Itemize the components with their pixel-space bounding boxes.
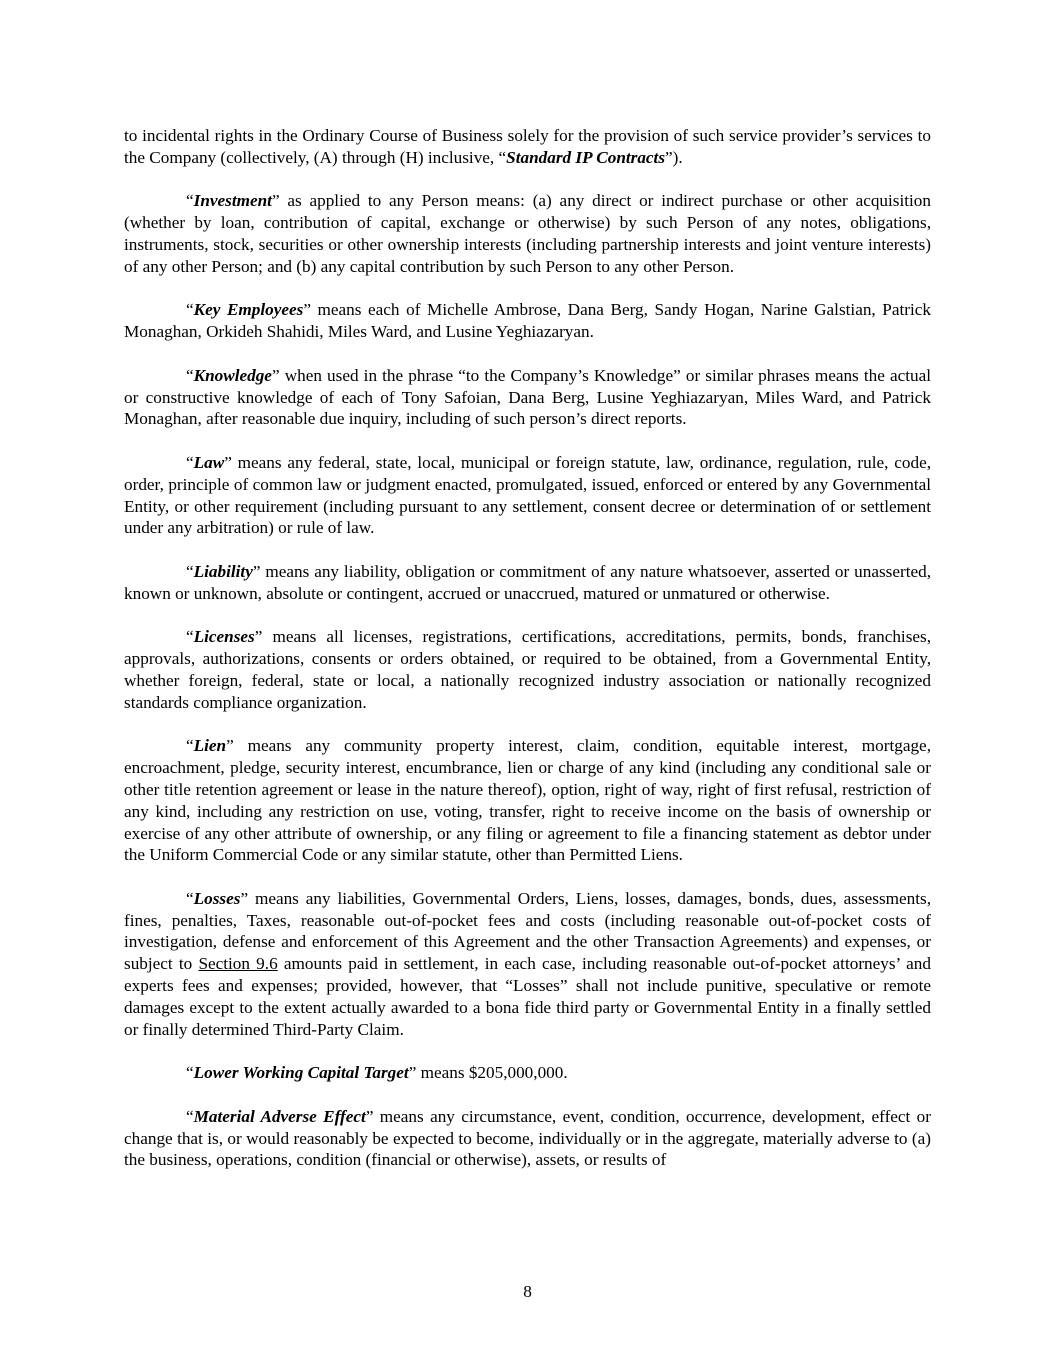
definition-material-adverse-effect bbox=[124, 1106, 931, 1171]
definition-text: ” as applied to any Person means: (a) any direct or indirect purchase or other acquisition (whether by loan, contribution of capital, exchange or otherwise) by such Person of any notes, obligations, instruments, stock, securities or other ownership interests (including partnership interests and joint venture interests) of any other Person; and (b) any capital contribution by such Person to any other Person. bbox=[124, 191, 931, 276]
definition-text: ” means any federal, state, local, municipal or foreign statute, law, ordinance, regulation, rule, code, order, principle of common law or judgment enacted, promulgated, issued, enforced or entered by any Governmental Entity, or other requirement (including pursuant to any settlement, consent decree or determination of or settlement under any arbitration) or rule of law. bbox=[124, 452, 931, 538]
definition-losses bbox=[124, 888, 931, 1041]
definition-text: ” means all licenses, registrations, certifications, accreditations, permits, bonds, franchises, approvals, authorizations, consents or orders obtained, or required to be obtained, from a Governmental Entity, whether foreign, federal, state or local, a nationally recognized industry association or nationally recognized standards compliance organization. bbox=[124, 627, 931, 712]
defined-term-standard-ip-contracts: Standard IP Contracts bbox=[506, 147, 666, 167]
paragraph-text: ”). bbox=[665, 147, 683, 167]
open-quote: “ bbox=[186, 300, 194, 320]
defined-term-material-adverse-effect: Material Adverse Effect bbox=[193, 1106, 366, 1126]
definition-investment bbox=[124, 190, 931, 277]
definition-law bbox=[124, 452, 931, 539]
defined-term-lower-working-capital-target: Lower Working Capital Target bbox=[193, 1063, 409, 1083]
open-quote: “ bbox=[186, 1106, 194, 1126]
open-quote: “ bbox=[186, 736, 194, 756]
definition-knowledge bbox=[124, 365, 931, 430]
open-quote: “ bbox=[186, 627, 194, 647]
definition-text: ” when used in the phrase “to the Company’s Knowledge” or similar phrases means the actual or constructive knowledge of each of Tony Safoian, Dana Berg, Lusine Yeghiazaryan, Miles Ward, and Patrick Monaghan, after reasonable due inquiry, including of such person’s direct reports. bbox=[124, 365, 931, 429]
definition-text: ” means each of Michelle Ambrose, Dana Berg, Sandy Hogan, Narine Galstian, Patrick Monaghan, Orkideh Shahidi, Miles Ward, and Lusine Yeghiazaryan. bbox=[124, 300, 931, 342]
open-quote: “ bbox=[186, 365, 194, 385]
definition-lower-working-capital-target bbox=[124, 1062, 931, 1084]
definition-licenses bbox=[124, 626, 931, 713]
paragraph-text: to incidental rights in the Ordinary Course of Business solely for the provision of such service provider’s services to the Company (collectively, (A) through (H) inclusive, “ bbox=[124, 126, 931, 167]
paragraph-standard-ip-contracts-continuation bbox=[124, 125, 931, 169]
section-9-6-reference[interactable]: Section 9.6 bbox=[198, 954, 278, 974]
definition-text: ” means any liabilities, Governmental Orders, Liens, losses, damages, bonds, dues, assessments, fines, penalties, Taxes, reasonable out-of-pocket fees and costs (including reasonable out-of-pocket costs of investigation, defense and enforcement of this Agreement and the other Transaction Agreements) and expenses, or subject to bbox=[124, 888, 931, 974]
definition-text: ” means any circumstance, event, condition, occurrence, development, effect or change that is, or would reasonably be expected to become, individually or in the aggregate, materially adverse to (a) the business, operations, condition (financial or otherwise), assets, or results of bbox=[124, 1106, 932, 1170]
definition-text: amounts paid in settlement, in each case, including reasonable out-of-pocket attorneys’ and experts fees and expenses; provided, however, that “Losses” shall not include punitive, speculative or remote damages except to the extent actually awarded to a bona fide third party or Governmental Entity in a finally settled or finally determined Third-Party Claim. bbox=[124, 954, 931, 1039]
definition-text: ” means any community property interest, claim, condition, equitable interest, mortgage, encroachment, pledge, security interest, encumbrance, lien or charge of any kind (including any conditional sale or other title retention agreement or lease in the nature thereof), option, right of way, right of first refusal, restriction of any kind, including any restriction on use, voting, transfer, right to receive income on the basis of ownership or exercise of any other attribute of ownership, or any filing or agreement to file a financing statement as debtor under the Uniform Commercial Code or any similar statute, other than Permitted Liens. bbox=[124, 736, 931, 865]
definition-text: ” means $205,000,000. bbox=[408, 1063, 568, 1083]
open-quote: “ bbox=[186, 191, 194, 211]
open-quote: “ bbox=[186, 1063, 194, 1083]
defined-term-law: Law bbox=[193, 452, 225, 472]
defined-term-liability: Liability bbox=[193, 561, 253, 581]
document-body bbox=[124, 125, 931, 1171]
definition-lien bbox=[124, 735, 931, 866]
definition-liability bbox=[124, 561, 931, 605]
definition-text: ” means any liability, obligation or commitment of any nature whatsoever, asserted or unasserted, known or unknown, absolute or contingent, accrued or unaccrued, matured or unmatured or otherwise. bbox=[124, 561, 931, 603]
defined-term-key-employees: Key Employees bbox=[193, 300, 304, 320]
open-quote: “ bbox=[186, 561, 194, 581]
defined-term-losses: Losses bbox=[193, 888, 241, 908]
open-quote: “ bbox=[186, 452, 194, 472]
defined-term-licenses: Licenses bbox=[193, 627, 255, 647]
defined-term-investment: Investment bbox=[193, 191, 272, 211]
page-number: 8 bbox=[523, 1282, 532, 1301]
open-quote: “ bbox=[186, 888, 194, 908]
defined-term-knowledge: Knowledge bbox=[193, 365, 272, 385]
definition-key-employees bbox=[124, 299, 931, 343]
defined-term-lien: Lien bbox=[193, 736, 227, 756]
